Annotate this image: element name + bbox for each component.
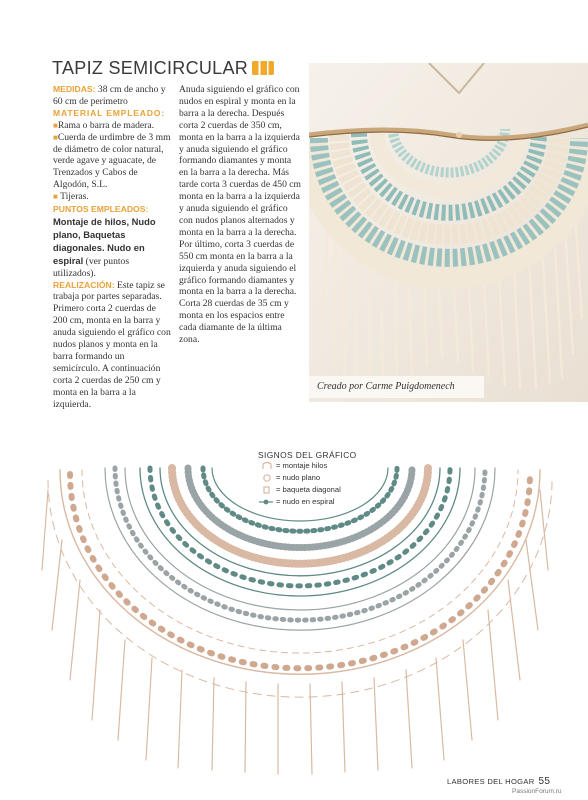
material-item-1: Rama o barra de madera. xyxy=(57,119,154,131)
magazine-name: LABORES DEL HOGAR xyxy=(447,777,535,786)
photo-caption: Creado por Carme Puigdomenech xyxy=(309,376,484,398)
text-column-2 xyxy=(179,84,301,346)
puntos-label: PUNTOS EMPLEADOS: xyxy=(53,204,149,215)
chart-legend xyxy=(252,450,412,508)
macrame-photo xyxy=(309,63,588,402)
legend-title: SIGNOS DEL GRÁFICO xyxy=(258,450,357,460)
legend-item: = nudo plano xyxy=(252,472,412,484)
medidas-label: MEDIDAS: xyxy=(53,84,96,94)
instructions-text: Anuda siguiendo el gráfico con nudos en espiral y monta en la barra a la derecha. Después corta 2 cuerdas de 350 cm, monta en la barra a la izquierda y anuda siguiendo el gráfico formando diamantes y monta en la barra a la derecha. Más tarde corta 3 cuerdas de 450 cm monta en la barra a la izquierda y anuda siguiendo el gráfico con nudos planos alternados y monta en la barra a la derecha. Por último, corta 3 cuerdas de 550 cm monta en la barra a la izquierda y anuda siguiendo el gráfico formando diamantes y monta en la barra a la derecha. Corta 28 cuerdas de 35 cm y monta en los espacios entre cada diamante de la última zona. xyxy=(179,84,301,346)
page-footer xyxy=(447,776,550,787)
mounting-symbol-icon xyxy=(262,462,272,470)
page-number: 55 xyxy=(538,776,551,787)
legend-item: = nudo en espiral xyxy=(252,496,412,508)
realizacion-label: REALIZACIÓN: xyxy=(53,279,115,290)
material-item-2: Cuerda de urdimbre de 3 mm de diámetro de color natural, verde agave y aguacate, de Trenzados y Cabos de Algodón, S.L. xyxy=(53,131,171,191)
medidas-text: 38 cm de ancho y 60 cm de perímetro xyxy=(53,84,166,107)
bullet-icon: ■ xyxy=(53,132,58,142)
material-label: MATERIAL EMPLEADO: xyxy=(53,107,165,118)
spiral-knot-symbol-icon xyxy=(258,498,274,506)
watermark: PassionForum.ru xyxy=(512,788,562,795)
spool-icon xyxy=(252,61,274,75)
material-item-3: Tijeras. xyxy=(60,191,89,203)
page-title: TAPIZ SEMICIRCULAR xyxy=(52,58,274,79)
puntos-list: Montaje de hilos, Nudo plano, Baquetas diagonales. Nudo en espiral xyxy=(53,215,156,266)
realizacion-text: Este tapiz se trabaja por partes separadas. Primero corta 2 cuerdas de 200 cm, monta en la barra y anuda siguiendo el gráfico con nudos planos y monta en la barra formando un semicírculo. A continuación corta 2 cuerdas de 250 cm y monta en la barra a la izquierda. xyxy=(53,279,171,410)
legend-item: = baqueta diagonal xyxy=(252,484,412,496)
puntos-note: (ver puntos utilizados). xyxy=(53,255,130,279)
diagonal-bar-symbol-icon xyxy=(262,486,272,494)
text-column-1 xyxy=(53,84,171,410)
bullet-icon: ■ xyxy=(53,192,58,202)
square-knot-symbol-icon xyxy=(262,474,272,482)
bullet-icon: ■ xyxy=(53,120,58,130)
legend-item: = montaje hilos xyxy=(252,460,412,472)
